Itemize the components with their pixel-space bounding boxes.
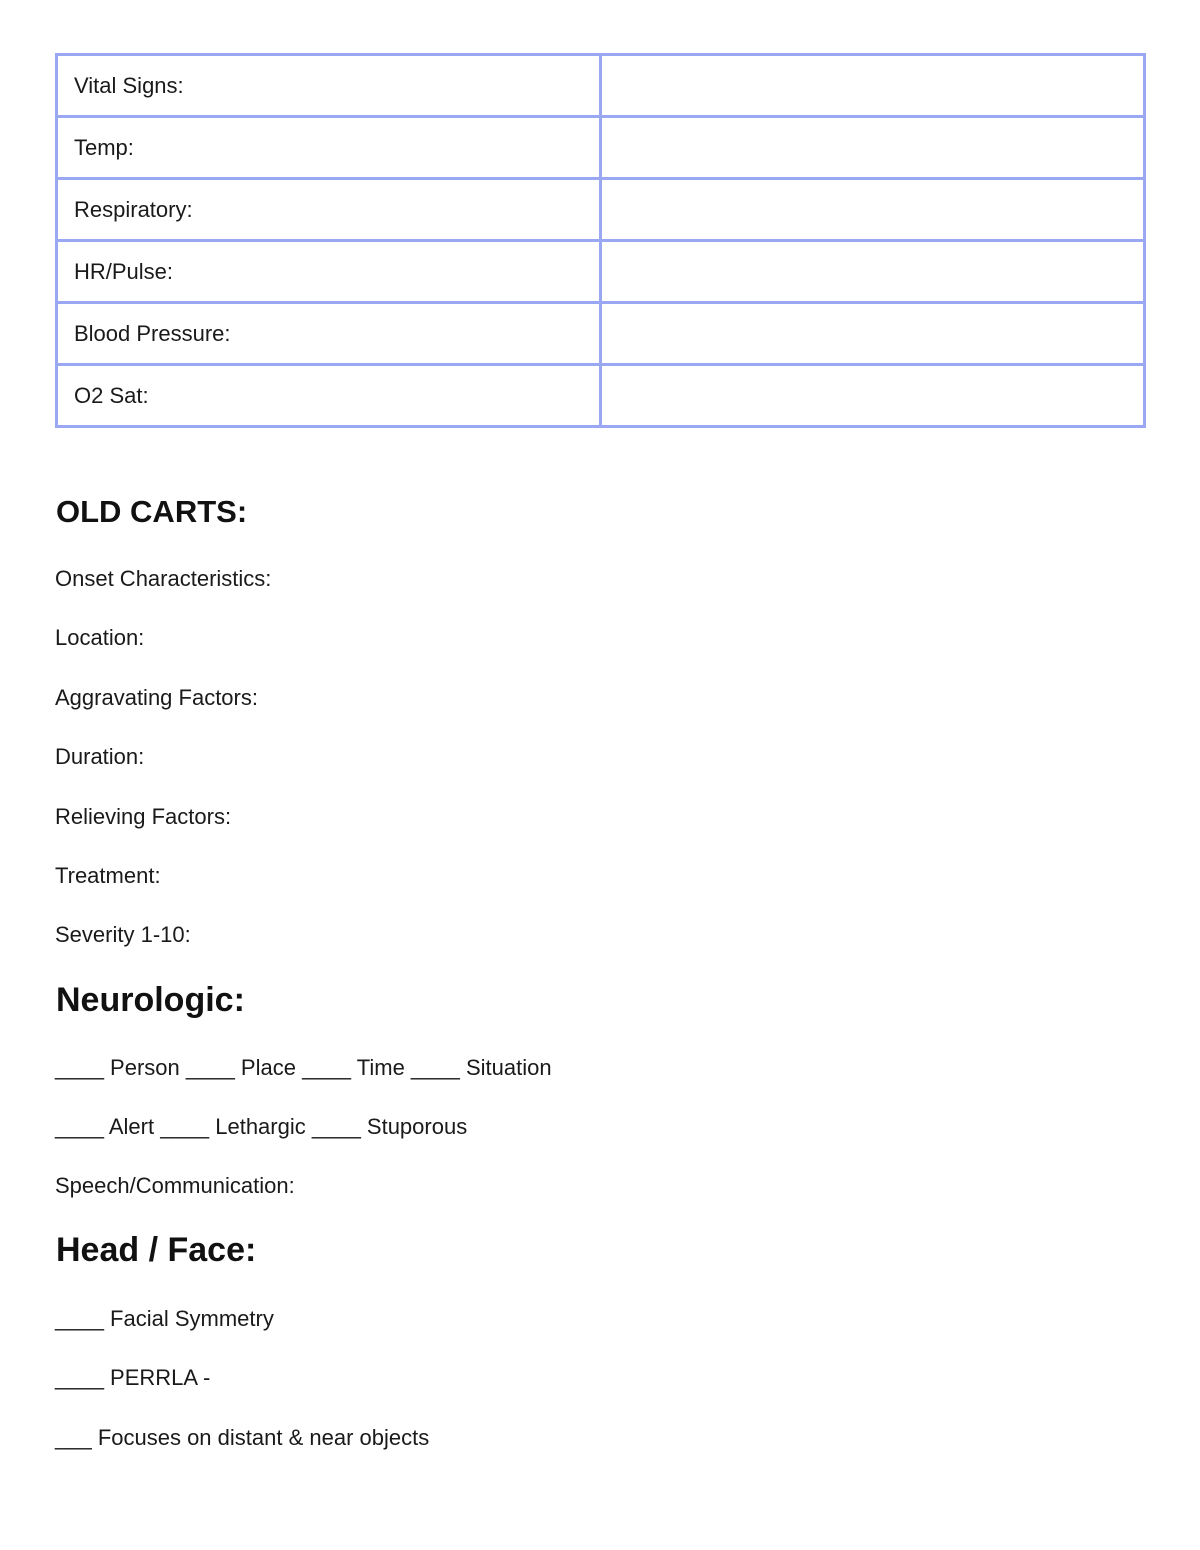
onset-characteristics-line: Onset Characteristics: [55,566,272,591]
orientation-checklist-line: ____ Person ____ Place ____ Time ____ Situation [55,1055,552,1080]
blood-pressure-value-cell[interactable] [601,303,1145,365]
relieving-factors-line: Relieving Factors: [55,804,232,829]
old-carts-heading: OLD CARTS: [56,494,248,529]
perrla-line: ____ PERRLA - [55,1365,211,1390]
hr-pulse-label: HR/Pulse: [57,241,601,303]
hr-pulse-value-cell[interactable] [601,241,1145,303]
vital-signs-label: Vital Signs: [57,55,601,117]
alertness-checklist-line: ____ Alert ____ Lethargic ____ Stuporous [55,1114,468,1139]
o2-sat-value-cell[interactable] [601,365,1145,427]
vital-signs-table [55,53,1146,428]
table-row [57,179,1145,241]
temp-label: Temp: [57,117,601,179]
table-row [57,365,1145,427]
facial-symmetry-line: ____ Facial Symmetry [55,1306,274,1331]
respiratory-value-cell[interactable] [601,179,1145,241]
respiratory-label: Respiratory: [57,179,601,241]
speech-communication-line: Speech/Communication: [55,1173,295,1198]
severity-line: Severity 1-10: [55,922,191,947]
table-row [57,55,1145,117]
neurologic-heading: Neurologic: [56,981,245,1019]
table-row [57,117,1145,179]
focus-objects-line: ___ Focuses on distant & near objects [55,1425,430,1450]
location-line: Location: [55,625,145,650]
o2-sat-label: O2 Sat: [57,365,601,427]
treatment-line: Treatment: [55,863,161,888]
table-row [57,241,1145,303]
temp-value-cell[interactable] [601,117,1145,179]
table-row [57,303,1145,365]
head-face-heading: Head / Face: [56,1231,257,1269]
vital-signs-value-cell[interactable] [601,55,1145,117]
duration-line: Duration: [55,744,145,769]
blood-pressure-label: Blood Pressure: [57,303,601,365]
aggravating-factors-line: Aggravating Factors: [55,685,258,710]
